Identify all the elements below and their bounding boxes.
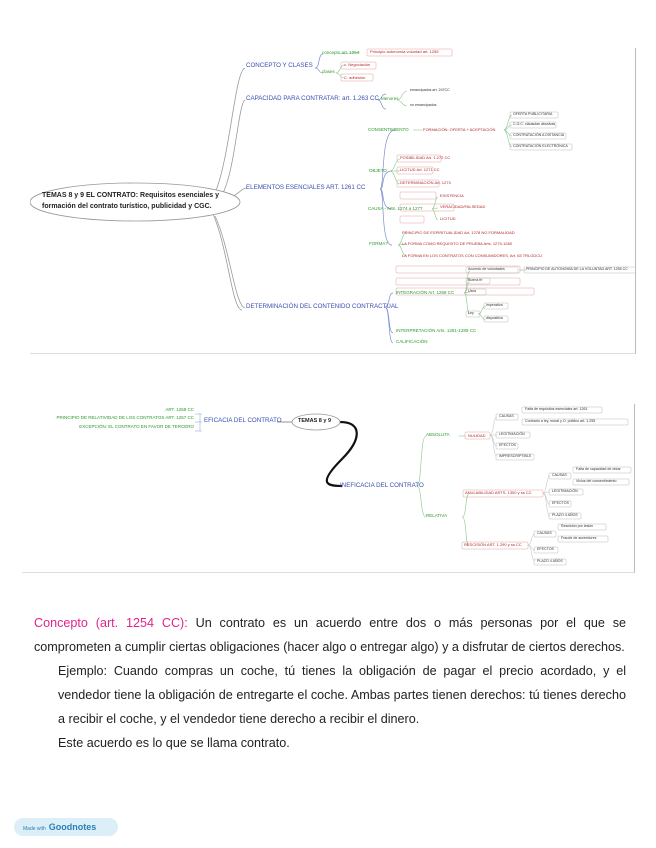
node-emancipados: emancipados art. 247CC [410,88,450,92]
node-interpretacion: INTERPRETACIÓN Arts. 1281-1289 CC [396,328,477,333]
goodnotes-badge [14,818,118,836]
branch-capacidad: CAPACIDAD PARA CONTRATAR: art. 1.263 CC [246,95,379,102]
node-excepcion: EXCEPCIÓN: EL CONTRATO EN FAVOR DE TERCERO [79,424,194,429]
node-forma-consumidores: LA FORMA EN LOS CONTRATOS CON CONSUMIDORES, Art. 63 TRLGDCU [402,253,543,258]
node-calificacion: CALIFICACIÓN [396,339,428,344]
node-imprescriptible: IMPRESCRIPTIBLE [499,454,532,458]
node-efectos2: EFECTOS [552,501,569,505]
node-cgc: C.G.C. cláusulas abusivas [513,122,556,126]
branch-ineficacia: INEFICACIA DEL CONTRATO [340,482,424,489]
node-formacion: FORMACIÓN: OFERTA + ACEPTACIÓN [423,127,496,132]
node-rescision: RESCISIÓN ART. 1.290 y ss CC [464,542,522,547]
node-acuerdo: Acuerdo de voluntades [468,267,505,271]
node-ley: Ley [468,311,474,315]
node-contrario: Contrario a ley, moral y O. público art. 1.255 [525,419,596,423]
node-causa: CAUSA - Arts. 1274 a 1277 [368,206,423,211]
node-concepto-art: concepto art. 1254 [322,50,360,55]
node-causas2: CAUSAS [552,473,567,477]
example-paragraph: Ejemplo: Cuando compras un coche, tú tienes la obligación de pagar el precio acordado, y el vendedor tiene la obligación de entregarte el coche. Ambas partes tienen derechos: tú tienes derecho a recibir el coche, y el vendedor tiene derecho a recibir el dinero. [58,664,626,726]
node-falta-requisitos: Falta de requisitos esenciales art. 1261 [525,407,588,411]
node-causas: CAUSAS [499,414,514,418]
node-consentimiento: CONSENTIMIENTO [368,127,409,132]
root-ellipse [30,183,240,221]
node-imperativa: imperativa [486,303,503,307]
node-existencia: EXISTENCIA [440,193,464,198]
node-objeto: OBJETO [369,168,387,173]
node-legitimacion2: LEGITIMACIÓN [552,489,578,493]
node-vicios: Vicios del consentimiento [576,479,617,483]
node-posibilidad: POSIBILIDAD Art. 1.272 CC [400,155,451,160]
node-fraude: Fraude de acreedores [561,536,597,540]
node-negociacion: c. Negociación [344,62,371,67]
node-legitimacion: LEGITIMACIÓN [499,432,525,436]
node-veracidad: VERACIDAD/FALSEDAD [440,204,486,209]
node-integracion: INTEGRACIÓN Art. 1258 CC [396,290,455,295]
mindmap-contrato-requisitos [30,48,636,354]
branch-eficacia: EFICACIA DEL CONTRATO [204,417,282,424]
node-licitud2: LICITUD [440,216,456,221]
node-plazo2: PLAZO 4 AÑOS [537,559,563,563]
root-title-line2: formación del contrato turístico, publicidad y CGC. [42,203,212,210]
node-dispositiva: dispositiva [486,316,503,320]
node-anulabilidad: ANULABILIDAD ARTS. 1300 y ss CC [465,490,532,495]
notes-section [34,611,626,755]
closing-paragraph: Este acuerdo es lo que se llama contrato. [58,736,290,750]
branch-determinacion: DETERMINACIÓN DEL CONTENIDO CONTRACTUAL [246,303,399,310]
concept-label: Concepto (art. 1254 CC): [34,616,188,630]
badge-brand: Goodnotes [48,822,97,832]
node-oferta-publicitaria: OFERTA PUBLICITARIA [513,112,553,116]
branch-concepto-clases: CONCEPTO Y CLASES [246,62,313,69]
branch-elementos: ELEMENTOS ESENCIALES ART. 1261 CC [246,184,366,191]
node-principio-autonomia: Principio autonomía voluntad art. 1255 [370,49,439,54]
node-contratacion-distancia: CONTRATACIÓN A DISTANCIA [513,133,565,137]
node-no-emancipados: no emancipados [410,103,437,107]
concept-text: Un contrato es un acuerdo entre dos o más personas por el que se comprometen a cumplir ciertas obligaciones (hacer algo o entregar algo) y a disfrutar de ciertos derechos. [34,616,626,654]
mindmap-eficacia-ineficacia [22,404,635,573]
node-art1258: ART. 1258 CC [165,407,194,412]
node-absoluta: ABSOLUTA [426,432,450,437]
root2-title: TEMAS 8 y 9 [298,418,332,424]
node-causas3: CAUSAS [537,531,552,535]
node-contratacion-electronica: CONTRATACIÓN ELECTRÓNICA [513,144,568,148]
node-efectos: EFECTOS [499,443,516,447]
node-licitud: LICITUD Art. 1271 CC [400,167,440,172]
node-forma-prueba: LA FORMA COMO REQUISITO DE PRUEBA Arts. 1279-1280 [402,241,512,246]
root-title-line1: TEMAS 8 y 9 EL CONTRATO: Requisitos esenciales y [42,192,219,199]
node-menores: Menores [381,96,399,101]
node-nulidad: NULIDAD [468,433,486,438]
node-falta-capacidad: Falta de capacidad de obrar [576,467,621,471]
node-principio-relatividad: PRINCIPIO DE RELATIVIDAD DE LOS CONTRATOS ART. 1257 CC [56,415,194,420]
node-relativa: RELATIVA [426,513,448,518]
node-rescision-lesion: Rescisión por lesión [561,524,594,528]
concept-paragraph [34,611,626,659]
node-plazo: PLAZO 4 AÑOS [552,513,578,517]
node-principio-espiritualidad: PRINCIPIO DE ESPIRITUALIDAD Art. 1278 NO FORMALIDAD [402,230,515,235]
node-adhesion: C. adhesión [344,75,366,80]
node-principio-autonomia2: PRINCIPIO DE AUTONOMÍA DE LA VOLUNTAD ART. 1255 CC [526,267,628,271]
node-clases: clases [322,69,335,74]
badge-made-with: Made with [23,826,46,832]
node-forma: FORMA? [369,241,388,246]
node-efectos3: EFECTOS [537,547,554,551]
node-buena-fe: Buena fe [468,278,483,282]
node-usos: Usos [468,289,477,293]
node-determinacion: DETERMINACIÓN Art. 1273 [400,180,451,185]
